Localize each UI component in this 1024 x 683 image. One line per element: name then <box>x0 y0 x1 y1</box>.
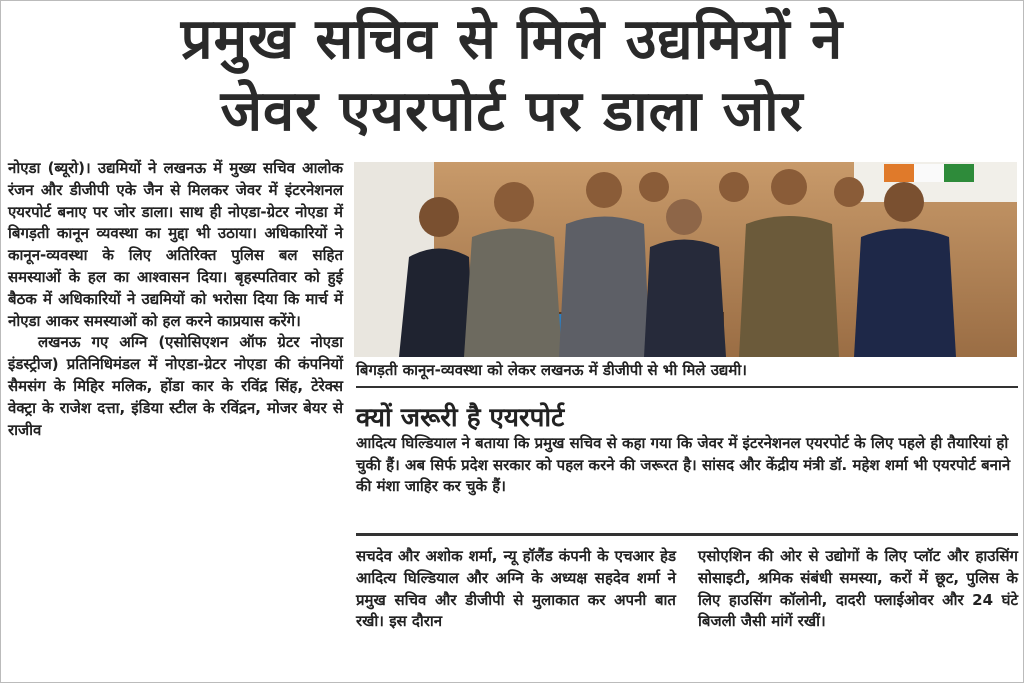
headline-line-1: प्रमुख सचिव से मिले उद्यमियों ने <box>180 7 844 72</box>
news-photo <box>354 162 1017 357</box>
left-paragraph-1: नोएडा (ब्यूरो)। उद्यमियों ने लखनऊ में मुख्य सचिव आलोक रंजन और डीजीपी एके जैन से मिलकर जेवर में इंटरनेशनल एयरपोर्ट बनाए पर जोर डाला। साथ ही नोएडा-ग्रेटर नोएडा में बिगड़ती कानून व्यवस्था का मुद्दा भी उठाया। अधिकारियों ने कानून-व्यवस्था के लिए अतिरिक्त पुलिस बल सहित समस्याओं के हल का आश्वासन दिया। बृहस्पतिवार को हुई बैठक में अधिकारियों ने उद्यमियों को भरोसा दिया कि मार्च में नोएडा आकर समस्याओं को हल करने काप्रयास करेंगे। <box>8 159 343 330</box>
headline-line-2: जेवर एयरपोर्ट पर डाला जोर <box>220 79 804 144</box>
meeting-photo-image <box>354 162 1017 357</box>
bottom-column-2: एसोएशिन की ओर से उद्योगों के लिए प्लॉट और हाउसिंग सोसाइटी, श्रमिक संबंधी समस्या, करों में छूट, पुलिस के लिए हाउसिंग कॉलोनी, दादरी फ्लाईओवर और 24 घंटे बिजली जैसी मांगें रखीं। <box>698 547 1018 631</box>
sidebar-subhead: क्यों जरूरी है एयरपोर्ट <box>356 403 565 433</box>
caption-divider <box>356 386 1018 388</box>
left-column <box>8 158 343 441</box>
left-paragraph-2: लखनऊ गए अग्नि (एसोसिएशन ऑफ ग्रेटर नोएडा इंडस्ट्रीज) प्रतिनिधिमंडल में नोएडा-ग्रेटर नोएडा की कंपनियों सैमसंग के मिहिर मलिक, होंडा कार के रविंद्र सिंह, टेरेक्स वेक्ट्रा के राजेश दत्ता, इंडिया स्टील के रविंद्रन, मोजर बेयर से राजीव <box>8 333 343 439</box>
sidebar-intro: आदित्य घिल्डियाल ने बताया कि प्रमुख सचिव से कहा गया कि जेवर में इंटरनेशनल एयरपोर्ट के लिए पहले ही तैयारियां हो चुकी हैं। अब सिर्फ प्रदेश सरकार को पहल करने की जरूरत है। सांसद और केंद्रीय मंत्री डॉ. महेश शर्मा भी एयरपोर्ट बनाने की मंशा जाहिर कर चुके हैं। <box>356 434 1011 495</box>
bottom-column-1: सचदेव और अशोक शर्मा, न्यू हॉलैंड कंपनी के एचआर हेड आदित्य घिल्डियाल और अग्नि के अध्यक्ष सहदेव शर्मा ने प्रमुख सचिव और डीजीपी से मुलाकात कर अपनी बात रखी। इस दौरान <box>356 547 676 631</box>
photo-caption: बिगड़ती कानून-व्यवस्था को लेकर लखनऊ में डीजीपी से भी मिले उद्यमी। <box>356 361 747 379</box>
section-divider <box>356 533 1018 536</box>
